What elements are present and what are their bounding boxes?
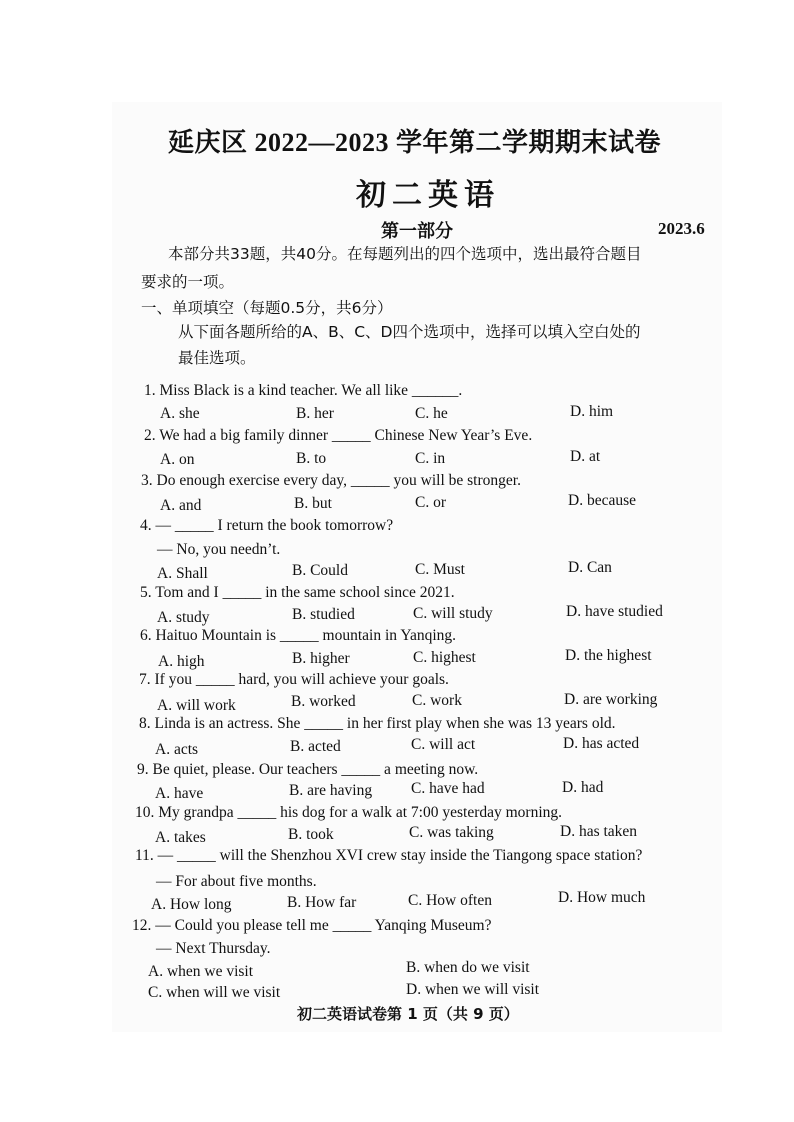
section-heading: 一、单项填空（每题0.5分，共6分） bbox=[141, 299, 393, 317]
question-8-option-a: A. acts bbox=[155, 741, 199, 758]
question-4-option-d: D. Can bbox=[568, 559, 612, 576]
question-9-option-b: B. are having bbox=[289, 782, 373, 799]
question-6-option-d: D. the highest bbox=[565, 647, 652, 664]
question-6-stem: 6. Haituo Mountain is _____ mountain in Yanqing. bbox=[140, 627, 457, 644]
question-4-reply: — No, you needn’t. bbox=[157, 541, 281, 558]
question-11-option-d: D. How much bbox=[558, 889, 646, 906]
question-6-option-a: A. high bbox=[158, 653, 205, 670]
question-10-option-a: A. takes bbox=[155, 829, 206, 846]
question-7-option-b: B. worked bbox=[291, 693, 356, 710]
question-12-option-a: A. when we visit bbox=[148, 963, 254, 980]
question-7-option-a: A. will work bbox=[157, 697, 236, 714]
exam-title: 延庆区 2022—2023 学年第二学期期末试卷 bbox=[168, 128, 662, 157]
question-8-stem: 8. Linda is an actress. She _____ in her first play when she was 13 years old. bbox=[139, 715, 616, 732]
question-11-option-a: A. How long bbox=[151, 896, 232, 913]
question-4-option-c: C. Must bbox=[415, 561, 465, 578]
question-9-stem: 9. Be quiet, please. Our teachers _____ a meeting now. bbox=[137, 761, 479, 778]
section-instruction-1: 从下面各题所给的A、B、C、D四个选项中，选择可以填入空白处的 bbox=[178, 323, 641, 341]
question-11-option-b: B. How far bbox=[287, 894, 357, 911]
question-10-option-d: D. has taken bbox=[560, 823, 638, 840]
question-11-stem: 11. — _____ will the Shenzhou XVI crew stay inside the Tiangong space station? bbox=[135, 847, 643, 864]
question-8-option-d: D. has acted bbox=[563, 735, 640, 752]
question-8-option-b: B. acted bbox=[290, 738, 341, 755]
question-2-option-c: C. in bbox=[415, 450, 446, 467]
page-footer: 初二英语试卷第 1 页（共 9 页） bbox=[297, 1005, 519, 1023]
question-2-option-b: B. to bbox=[296, 450, 327, 467]
part-heading: 第一部分 bbox=[381, 221, 453, 241]
question-1-option-c: C. he bbox=[415, 405, 448, 422]
question-7-option-c: C. work bbox=[412, 692, 462, 709]
question-12-reply: — Next Thursday. bbox=[156, 940, 271, 957]
question-1-stem: 1. Miss Black is a kind teacher. We all like ______. bbox=[144, 382, 463, 399]
question-8-option-c: C. will act bbox=[411, 736, 476, 753]
question-3-option-a: A. and bbox=[160, 497, 202, 514]
question-12-option-b: B. when do we visit bbox=[406, 959, 530, 976]
question-3-option-d: D. because bbox=[568, 492, 636, 509]
question-3-option-c: C. or bbox=[415, 494, 446, 511]
question-10-option-c: C. was taking bbox=[409, 824, 494, 841]
intro-line-1: 本部分共33题，共40分。在每题列出的四个选项中，选出最符合题目 bbox=[168, 245, 642, 263]
question-12-option-d: D. when we will visit bbox=[406, 981, 540, 998]
question-4-option-a: A. Shall bbox=[157, 565, 208, 582]
question-9-option-a: A. have bbox=[155, 785, 204, 802]
question-9-option-d: D. had bbox=[562, 779, 604, 796]
section-instruction-2: 最佳选项。 bbox=[178, 349, 256, 367]
question-6-option-b: B. higher bbox=[292, 650, 350, 667]
question-4-option-b: B. Could bbox=[292, 562, 348, 579]
question-1-option-b: B. her bbox=[296, 405, 334, 422]
question-5-option-b: B. studied bbox=[292, 606, 355, 623]
question-7-stem: 7. If you _____ hard, you will achieve your goals. bbox=[139, 671, 449, 688]
question-5-option-d: D. have studied bbox=[566, 603, 663, 620]
question-3-stem: 3. Do enough exercise every day, _____ you will be stronger. bbox=[141, 472, 521, 489]
question-5-option-a: A. study bbox=[157, 609, 210, 626]
exam-date: 2023.6 bbox=[658, 219, 705, 238]
question-7-option-d: D. are working bbox=[564, 691, 658, 708]
question-11-option-c: C. How often bbox=[408, 892, 492, 909]
question-2-option-d: D. at bbox=[570, 448, 601, 465]
question-4-stem: 4. — _____ I return the book tomorrow? bbox=[140, 517, 394, 534]
question-1-option-d: D. him bbox=[570, 403, 614, 420]
question-6-option-c: C. highest bbox=[413, 649, 476, 666]
question-3-option-b: B. but bbox=[294, 495, 332, 512]
question-12-stem: 12. — Could you please tell me _____ Yanqing Museum? bbox=[132, 917, 492, 934]
question-9-option-c: C. have had bbox=[411, 780, 485, 797]
intro-line-2: 要求的一项。 bbox=[141, 273, 235, 291]
question-2-option-a: A. on bbox=[160, 451, 195, 468]
question-10-option-b: B. took bbox=[288, 826, 334, 843]
question-2-stem: 2. We had a big family dinner _____ Chinese New Year’s Eve. bbox=[144, 427, 533, 444]
question-11-reply: — For about five months. bbox=[156, 873, 317, 890]
question-5-option-c: C. will study bbox=[413, 605, 493, 622]
question-12-option-c: C. when will we visit bbox=[148, 984, 281, 1001]
question-10-stem: 10. My grandpa _____ his dog for a walk at 7:00 yesterday morning. bbox=[135, 804, 563, 821]
subject-title: 初二英语 bbox=[356, 179, 500, 212]
question-1-option-a: A. she bbox=[160, 405, 200, 422]
question-5-stem: 5. Tom and I _____ in the same school since 2021. bbox=[140, 584, 455, 601]
